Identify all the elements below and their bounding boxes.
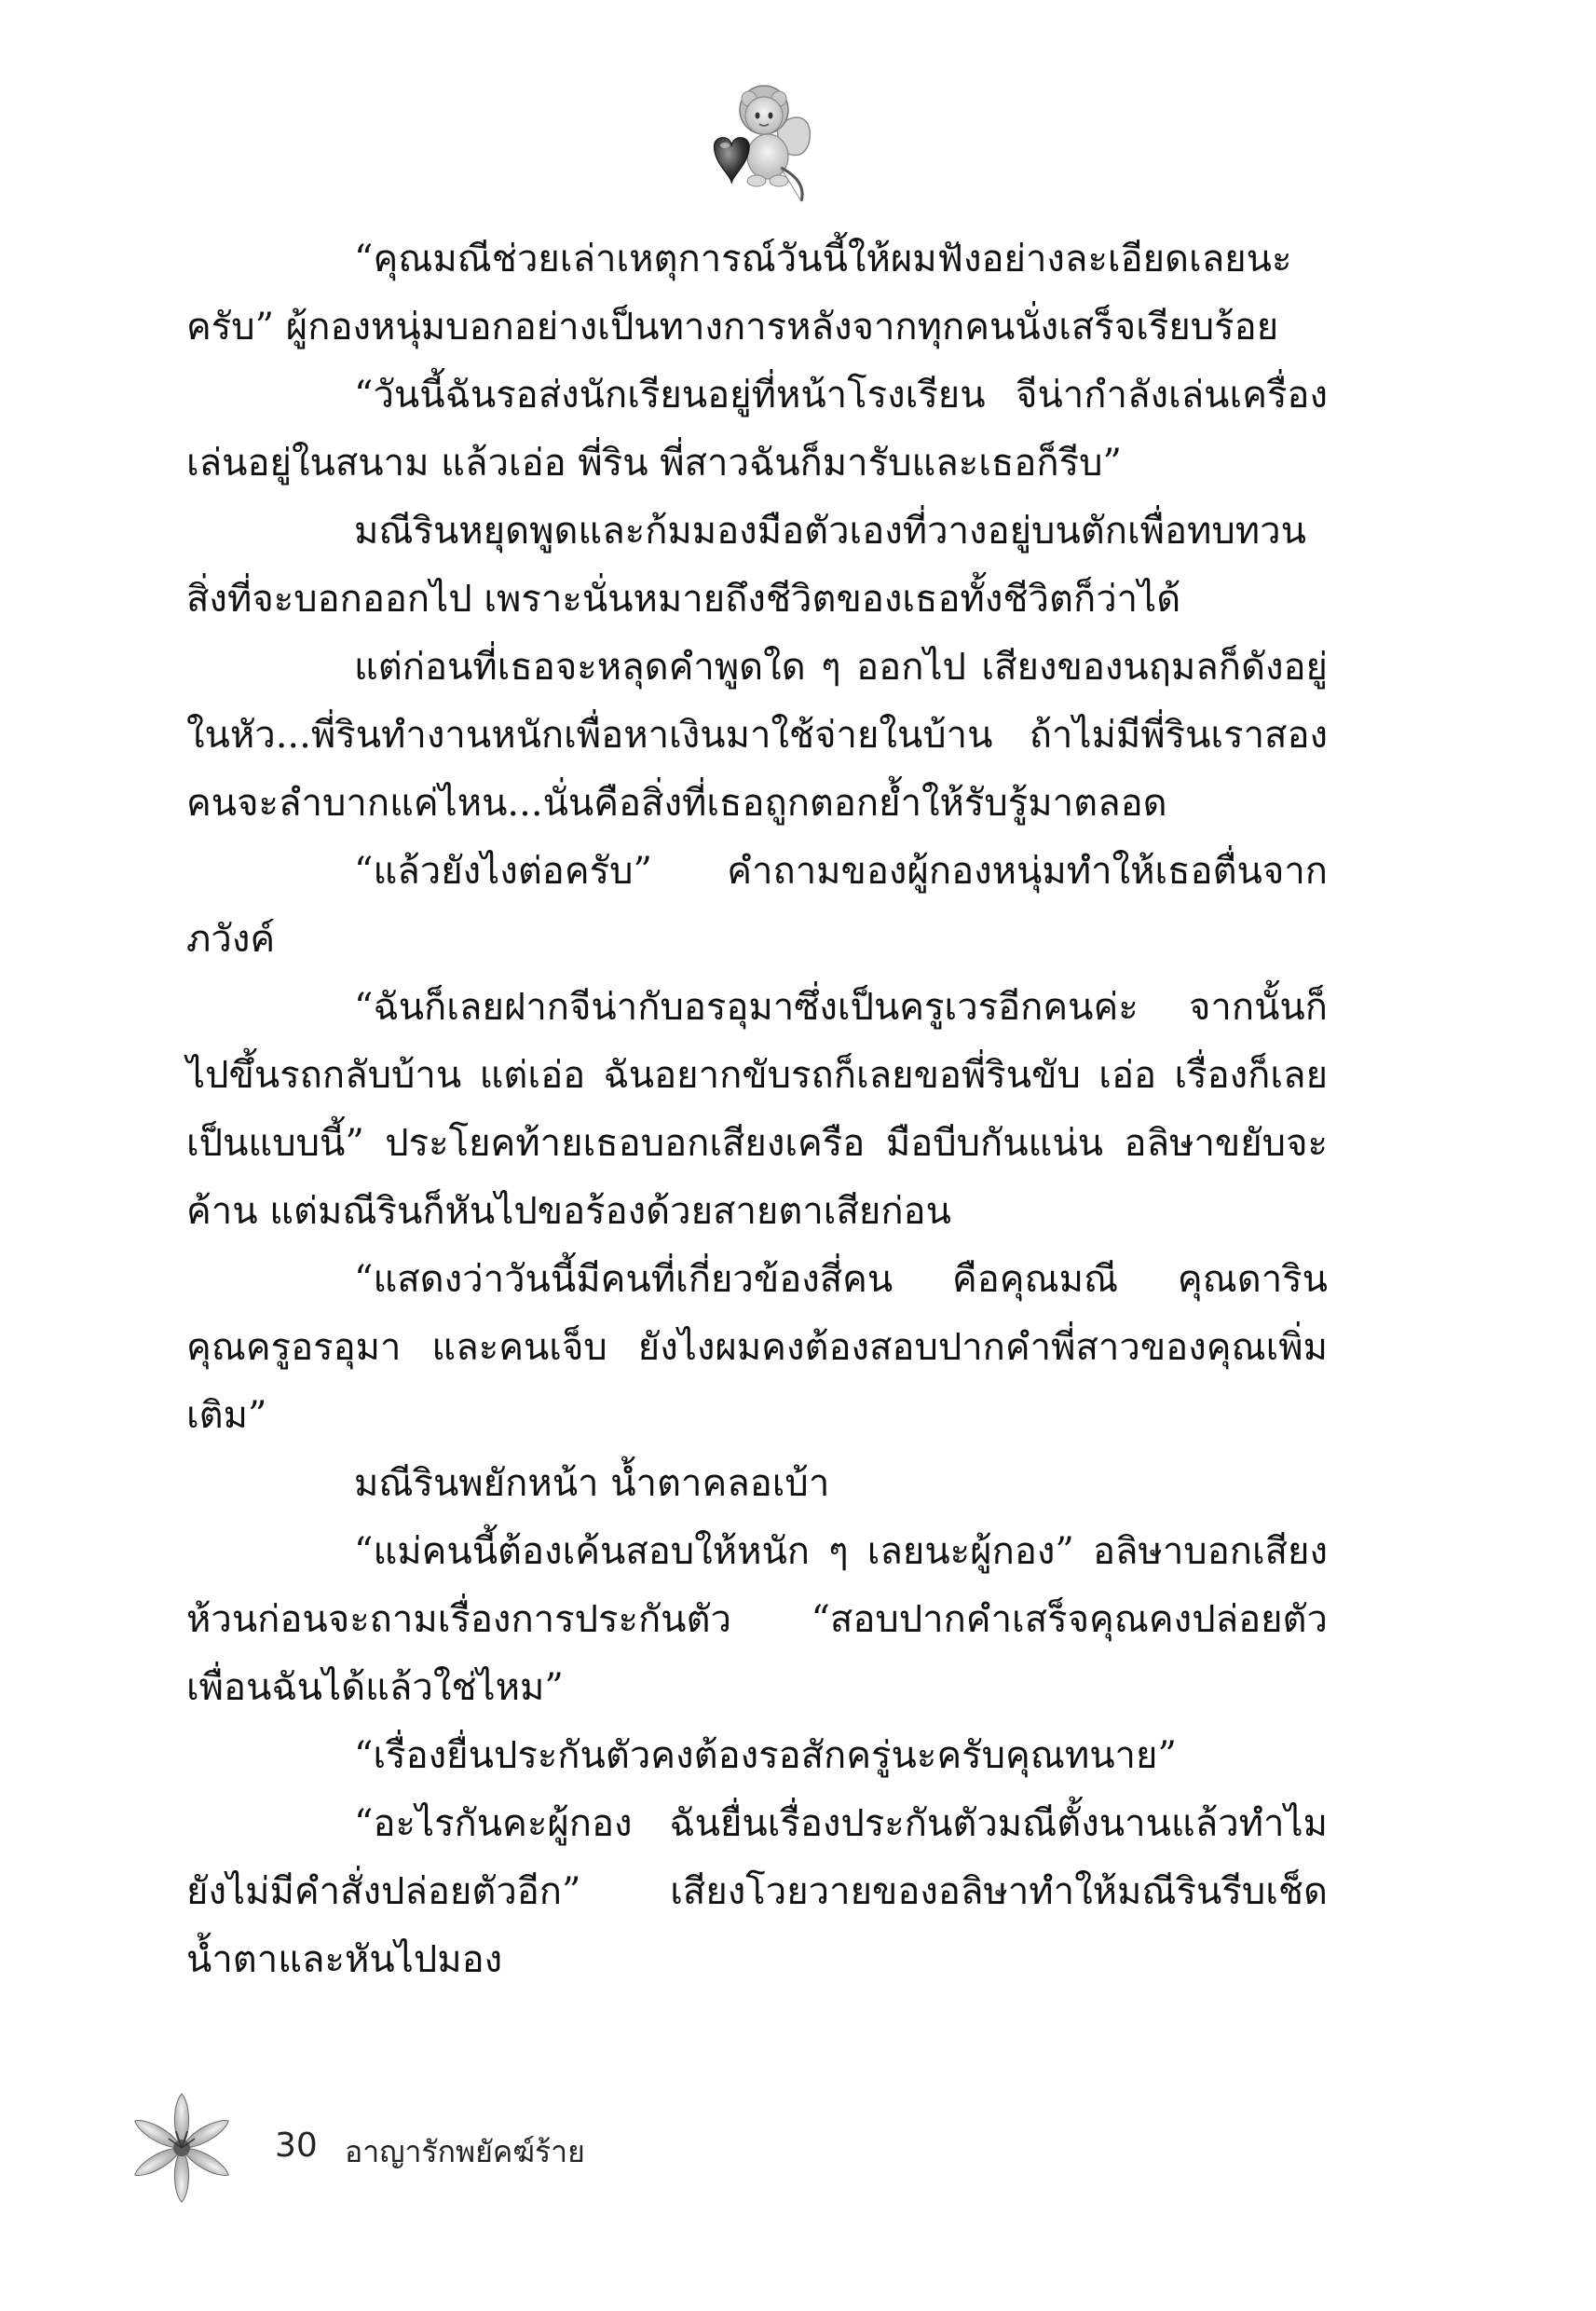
page-footer xyxy=(121,2087,866,2208)
paragraph: “อะไรกันคะผู้กอง ฉันยื่นเรื่องประกันตัวมณีตั้งนานแล้วทำไมยังไม่มีคำสั่งปล่อยตัวอีก” เสียงโวยวายของอลิษาทำให้มณีรินรีบเช็ดน้ำตาและหันไปมอง xyxy=(186,1802,1328,1981)
paragraph: “ฉันก็เลยฝากจีน่ากับอรอุมาซึ่งเป็นครูเวรอีกคนค่ะ จากนั้นก็ไปขึ้นรถกลับบ้าน แต่เอ่อ ฉันอยากขับรถก็เลยขอพี่รินขับ เอ่อ เรื่องก็เลยเป็นแบบนี้” ประโยคท้ายเธอบอกเสียงเครือ มือบีบกันแน่น อลิษาขยับจะค้าน แต่มณีรินก็หันไปขอร้องด้วยสายตาเสียก่อน xyxy=(186,986,1328,1233)
page-number: 30 xyxy=(275,2126,318,2165)
paragraph: “วันนี้ฉันรอส่งนักเรียนอยู่ที่หน้าโรงเรียน จีน่ากำลังเล่นเครื่องเล่นอยู่ในสนาม แล้วเอ่อ พี่ริน พี่สาวฉันก็มารับและเธอก็รีบ” xyxy=(186,374,1328,485)
lily-flower-icon xyxy=(121,2087,242,2208)
paragraph: “แสดงว่าวันนี้มีคนที่เกี่ยวข้องสี่คน คือคุณมณี คุณดารินคุณครูอรอุมา และคนเจ็บ ยังไงผมคงต้องสอบปากคำพี่สาวของคุณเพิ่มเติม” xyxy=(186,1258,1328,1437)
body-text xyxy=(186,226,1328,1994)
paragraph: “คุณมณีช่วยเล่าเหตุการณ์วันนี้ให้ผมฟังอย่างละเอียดเลยนะครับ” ผู้กองหนุ่มบอกอย่างเป็นทางการหลังจากทุกคนนั่งเสร็จเรียบร้อย xyxy=(186,238,1292,349)
paragraph: “แล้วยังไงต่อครับ” คำถามของผู้กองหนุ่มทำให้เธอตื่นจากภวังค์ xyxy=(186,850,1328,961)
paragraph: มณีรินหยุดพูดและก้มมองมือตัวเองที่วางอยู่บนตักเพื่อทบทวนสิ่งที่จะบอกออกไป เพราะนั่นหมายถึงชีวิตของเธอทั้งชีวิตก็ว่าได้ xyxy=(186,510,1306,621)
paragraph: “แม่คนนี้ต้องเค้นสอบให้หนัก ๆ เลยนะผู้กอง” อลิษาบอกเสียงห้วนก่อนจะถามเรื่องการประกันตัว “สอบปากคำเสร็จคุณคงปล่อยตัวเพื่อนฉันได้แล้วใช่ไหม” xyxy=(186,1530,1328,1709)
paragraph: มณีรินพยักหน้า น้ำตาคลอเบ้า xyxy=(354,1462,830,1505)
paragraph: แต่ก่อนที่เธอจะหลุดคำพูดใด ๆ ออกไป เสียงของนฤมลก็ดังอยู่ในหัว...พี่รินทำงานหนักเพื่อหาเงินมาใช้จ่ายในบ้าน ถ้าไม่มีพี่รินเราสองคนจะลำบากแค่ไหน...นั่นคือสิ่งที่เธอถูกตอกย้ำให้รับรู้มาตลอด xyxy=(186,646,1328,825)
book-title: อาญารักพยัคฆ์ร้าย xyxy=(345,2134,585,2169)
paragraph: “เรื่องยื่นประกันตัวคงต้องรอสักครู่นะครับคุณทนาย” xyxy=(354,1734,1177,1777)
cupid-heart-icon xyxy=(691,78,822,209)
